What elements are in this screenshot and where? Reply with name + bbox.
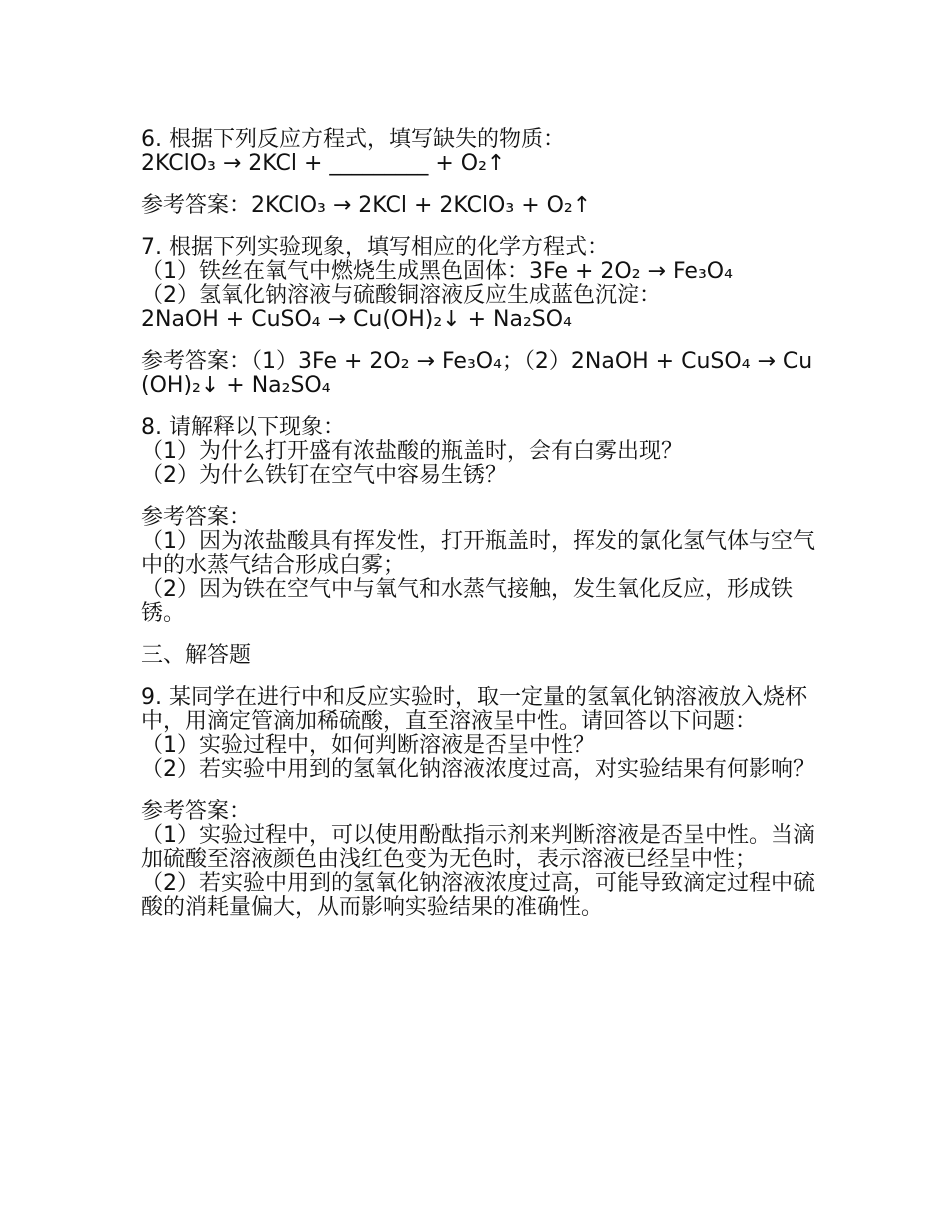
question-7-item-2: （2）氢氧化钠溶液与硫酸铜溶液反应生成蓝色沉淀： bbox=[141, 283, 661, 308]
question-8-answer-label: 参考答案： bbox=[141, 505, 252, 530]
question-6-equation: 2KClO₃ → 2KCl + _________ + O₂↑ bbox=[141, 151, 506, 176]
question-8-item-1: （1）为什么打开盛有浓盐酸的瓶盖时，会有白雾出现？ bbox=[141, 439, 683, 464]
document-page bbox=[141, 128, 821, 938]
question-7-item-1: （1）铁丝在氧气中燃烧生成黑色固体：3Fe + 2O₂ → Fe₃O₄ bbox=[141, 259, 733, 284]
question-8-title: 8. 请解释以下现象： bbox=[141, 415, 345, 440]
section-3-heading-block bbox=[141, 644, 821, 668]
question-7-item-2-equation: 2NaOH + CuSO₄ → Cu(OH)₂↓ + Na₂SO₄ bbox=[141, 307, 572, 332]
question-7-answer: 参考答案：（1）3Fe + 2O₂ → Fe₃O₄；（2）2NaOH + CuSO₄ → Cu(OH)₂↓ + Na₂SO₄ bbox=[141, 349, 813, 398]
question-9 bbox=[141, 686, 821, 782]
question-7-title: 7. 根据下列实验现象，填写相应的化学方程式： bbox=[141, 235, 609, 260]
question-7 bbox=[141, 236, 821, 332]
question-9-answer-block bbox=[141, 800, 821, 920]
question-9-answer-label: 参考答案： bbox=[141, 799, 252, 824]
question-8-answer-1: （1）因为浓盐酸具有挥发性，打开瓶盖时，挥发的氯化氢气体与空气中的水蒸气结合形成白雾； bbox=[141, 529, 815, 578]
question-8-answer-2: （2）因为铁在空气中与氧气和水蒸气接触，发生氧化反应，形成铁锈。 bbox=[141, 577, 793, 626]
question-9-item-1: （1）实验过程中，如何判断溶液是否呈中性？ bbox=[141, 733, 595, 758]
question-9-item-2: （2）若实验中用到的氢氧化钠溶液浓度过高，对实验结果有何影响？ bbox=[141, 757, 815, 782]
question-9-answer-2: （2）若实验中用到的氢氧化钠溶液浓度过高，可能导致滴定过程中硫酸的消耗量偏大，从而影响实验结果的准确性。 bbox=[141, 871, 815, 920]
question-7-answer-block bbox=[141, 350, 821, 398]
question-6-title: 6. 根据下列反应方程式，填写缺失的物质： bbox=[141, 127, 565, 152]
question-8-answer-block bbox=[141, 506, 821, 626]
question-8-item-2: （2）为什么铁钉在空气中容易生锈？ bbox=[141, 463, 507, 488]
question-8 bbox=[141, 416, 821, 488]
question-6-answer-block bbox=[141, 194, 821, 218]
question-6-answer: 参考答案：2KClO₃ → 2KCl + 2KClO₃ + O₂↑ bbox=[141, 193, 592, 218]
question-9-answer-1: （1）实验过程中，可以使用酚酞指示剂来判断溶液是否呈中性。当滴加硫酸至溶液颜色由浅红色变为无色时，表示溶液已经呈中性； bbox=[141, 823, 815, 872]
section-3-heading: 三、解答题 bbox=[141, 643, 252, 668]
question-9-stem: 9. 某同学在进行中和反应实验时，取一定量的氢氧化钠溶液放入烧杯中，用滴定管滴加稀硫酸，直至溶液呈中性。请回答以下问题： bbox=[141, 685, 807, 734]
question-6 bbox=[141, 128, 821, 176]
